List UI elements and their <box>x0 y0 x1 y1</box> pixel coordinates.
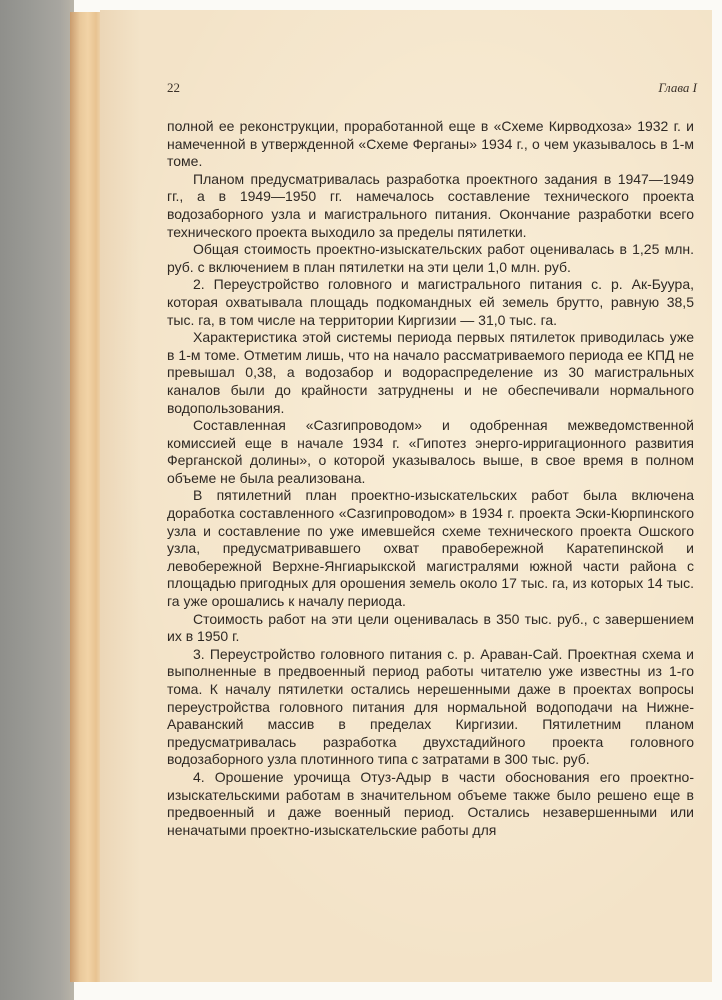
running-header <box>167 80 697 98</box>
paragraph: полной ее реконструкции, проработанной еще в «Схеме Кирводхоза» 1932 г. и намеченной в утвержденной «Схеме Ферганы» 1934 г., о чем указывалось в 1-м томе. <box>167 118 694 170</box>
paragraph: 4. Орошение урочища Отуз-Адыр в части обоснования его проектно-изыскательскими работам в значительном объеме также было решено еще в предвоенный и даже военный период. Остались незавершенными или неначатыми проектно-изыскательские работы для <box>167 768 694 838</box>
book-page-edges <box>70 12 104 982</box>
paragraph: В пятилетний план проектно-изыскательских работ была включена доработка составленного «Сазгипроводом» в 1934 г. проекта Эски-Кюрпинского узла и составление по уже имевшейся схеме технического проекта Ошского узла, предусматривавшего охват правобережной Каратепинской и левобережной Верхне-Янгиарыкской магистралями южной части района с площадью пригодных для орошения земель около 17 тыс. га, из которых 14 тыс. га уже орошались к началу периода. <box>167 487 694 610</box>
paragraph: Планом предусматривалась разработка проектного задания в 1947—1949 гг., а в 1949—1950 гг. намечалось составление технического проекта водозаборного узла и магистрального питания. Окончание разработки всего технического проекта выходило за пределы пятилетки. <box>167 170 694 240</box>
scanner-shadow <box>0 0 74 1000</box>
chapter-title: Глава I <box>658 80 697 95</box>
page-number: 22 <box>167 80 180 95</box>
paragraph: 3. Переустройство головного питания с. р. Араван-Сай. Проектная схема и выполненные в предвоенный период работы читателю уже известны из 1-го тома. К началу пятилетки остались нерешенными даже в проектах вопросы переустройства головного питания для нормальной водоподачи на Нижне-Араванский массив в пределах Киргизии. Пятилетним планом предусматривалась разработка двухстадийного проекта головного водозаборного узла плотинного типа с затратами в 300 тыс. руб. <box>167 645 694 768</box>
body-text <box>167 118 694 839</box>
paragraph: Стоимость работ на эти цели оценивалась в 350 тыс. руб., с завершением их в 1950 г. <box>167 610 694 645</box>
paragraph: Общая стоимость проектно-изыскательских работ оценивалась в 1,25 млн. руб. с включением в план пятилетки на эти цели 1,0 млн. руб. <box>167 241 694 275</box>
paragraph: 2. Переустройство головного и магистрального питания с. р. Ак-Буура, которая охватывала площадь подкомандных ей земель брутто, равную 38,5 тыс. га, в том числе на территории Киргизии — 31,0 тыс. га. <box>167 276 694 328</box>
paragraph: Характеристика этой системы периода первых пятилеток приводилась уже в 1-м томе. Отметим лишь, что на начало рассматриваемого периода ее КПД не превышал 0,38, а водозабор и водораспределение из 30 магистральных каналов были до крайности затруднены и не обеспечивали нормального водопользования. <box>167 329 694 416</box>
paragraph: Составленная «Сазгипроводом» и одобренная межведомственной комиссией еще в начале 1934 г. «Гипотез энерго-ирригационного развития Ферганской долины», о которой указывалось выше, в свое время в полном объеме не была реализована. <box>167 417 694 486</box>
